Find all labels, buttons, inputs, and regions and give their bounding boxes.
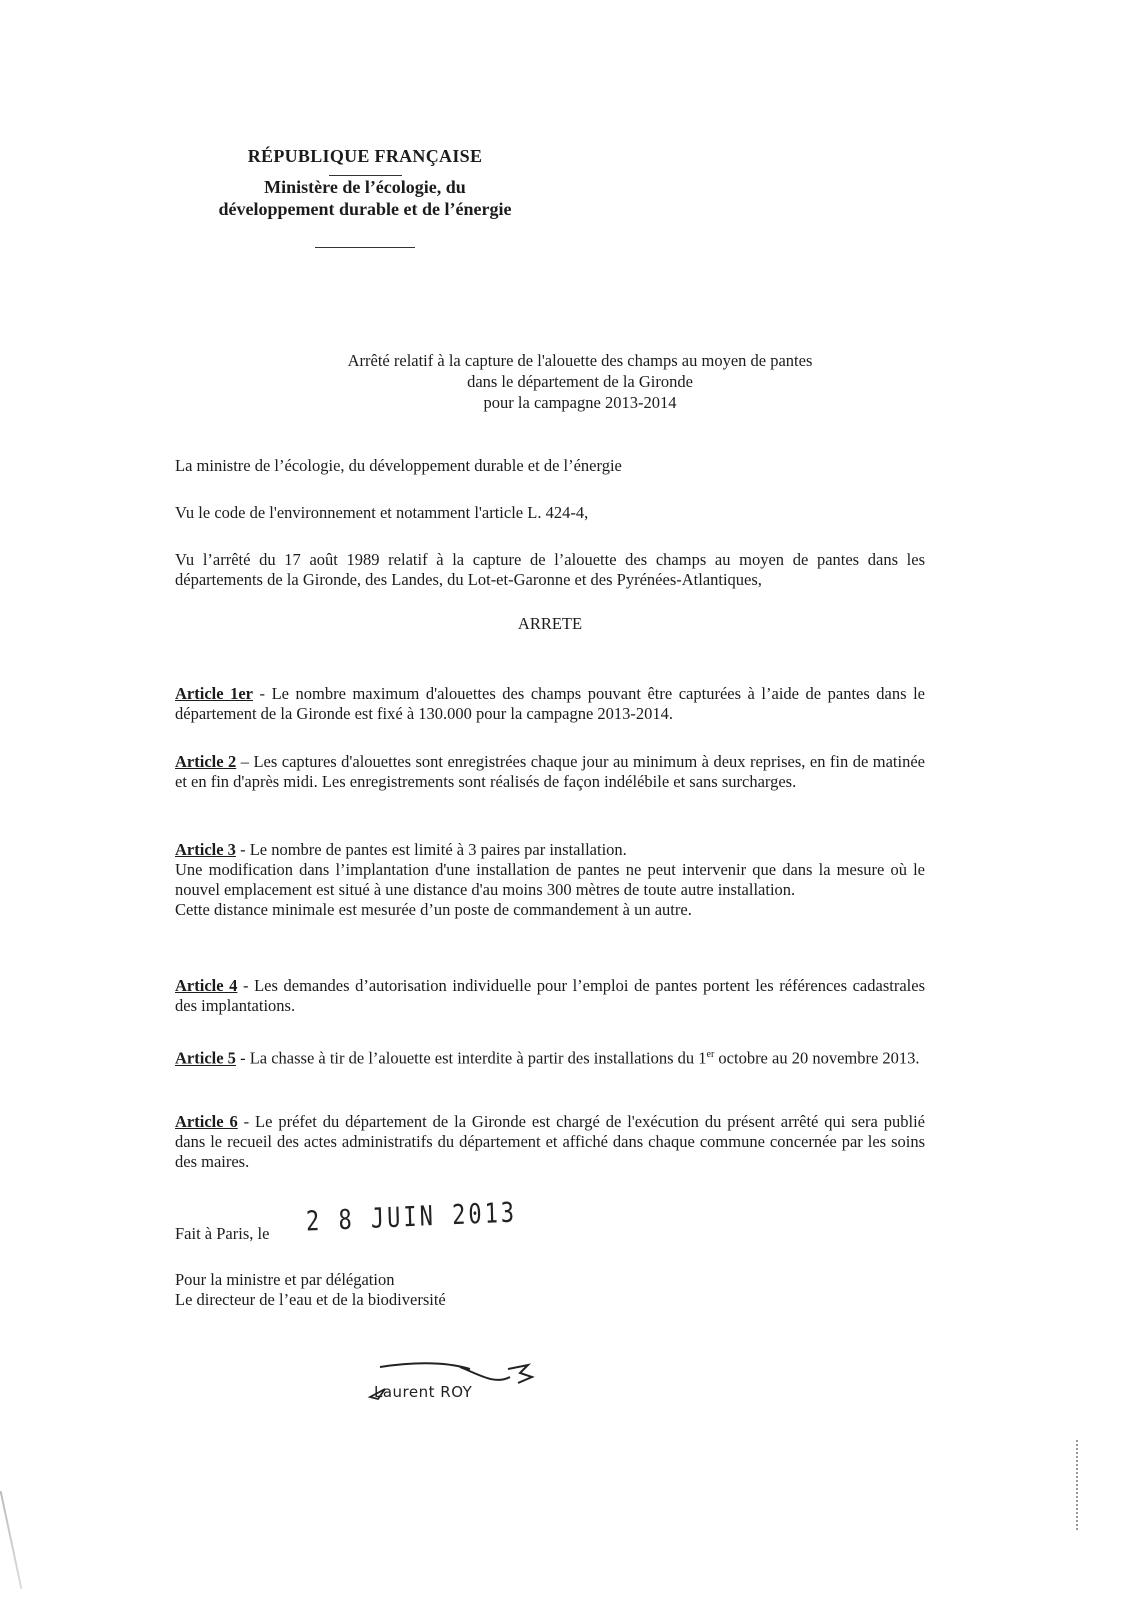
article-text: Le préfet du département de la Gironde est chargé de l'exécution du présent arrêté qui sera publié dans le recueil des actes administratifs du département et affiché dans chaque commune concernée par les soins des maires. xyxy=(175,1112,925,1171)
title-line-1: Arrêté relatif à la capture de l'alouette des champs au moyen de pantes xyxy=(347,351,813,370)
header-rule xyxy=(329,175,402,176)
ministry-name xyxy=(175,176,555,220)
article-text: Le nombre de pantes est limité à 3 paires par installation. xyxy=(249,840,627,859)
article-label: Article 1er xyxy=(175,684,253,703)
article-text: Les captures d'alouettes sont enregistrées chaque jour au minimum à deux reprises, en fin de matinée et en fin d'après midi. Les enregistrements sont réalisés de façon indélébile et sans surcharges. xyxy=(175,752,925,791)
article-label: Article 3 xyxy=(175,840,236,859)
article-4: Article 4 - Les demandes d’autorisation individuelle pour l’emploi de pantes portent les références cadastrales des implantations. xyxy=(175,976,925,1015)
republic-heading: RÉPUBLIQUE FRANÇAISE xyxy=(247,146,483,166)
article-3: Article 3 - Le nombre de pantes est limité à 3 paires par installation. Une modification dans l’implantation d'une installation de pantes ne peut intervenir que dans la mesure où le nouvel emplacement est situé à une distance d'au moins 300 mètres de toute autre installation. Cette distance minimale est mesurée d’un poste de commandement à un autre. xyxy=(175,840,925,919)
article-text: La chasse à tir de l’alouette est interdite à partir des installations du 1 xyxy=(249,1048,707,1068)
article-label: Article 5 xyxy=(175,1048,236,1068)
ministry-line-2: développement durable et de l’énergie xyxy=(218,199,512,219)
signature-name: Laurent ROY xyxy=(374,1383,473,1401)
date-stamp: 2 8 JUIN 2013 xyxy=(305,1197,518,1239)
vu-code: Vu le code de l'environnement et notamment l'article L. 424-4, xyxy=(175,503,589,522)
delegation-line-1: Pour la ministre et par délégation xyxy=(175,1270,395,1289)
article-6: Article 6 - Le préfet du département de la Gironde est chargé de l'exécution du présent arrêté qui sera publié dans le recueil des actes administratifs du département et affiché dans chaque commune concernée par les soins des maires. xyxy=(175,1112,925,1171)
ministry-line-1: Ministère de l’écologie, du xyxy=(264,177,466,197)
signature xyxy=(360,1355,560,1415)
document-title xyxy=(250,350,910,413)
article-label: Article 6 xyxy=(175,1112,238,1131)
article-label: Article 4 xyxy=(175,976,238,995)
delegation-line-2: Le directeur de l’eau et de la biodiversité xyxy=(175,1290,446,1309)
article-3-paragraph-2: Une modification dans l’implantation d'une installation de pantes ne peut intervenir que dans la mesure où le nouvel emplacement est situé à une distance d'au moins 300 mètres de toute autre installation. xyxy=(175,860,925,899)
minister-line: La ministre de l’écologie, du développement durable et de l’énergie xyxy=(175,456,622,475)
header-rule-bottom xyxy=(315,247,415,248)
scan-edge-mark xyxy=(0,1491,22,1589)
arrete-heading: ARRETE xyxy=(517,614,583,633)
article-2: Article 2 – Les captures d'alouettes sont enregistrées chaque jour au minimum à deux reprises, en fin de matinée et en fin d'après midi. Les enregistrements sont réalisés de façon indélébile et sans surcharges. xyxy=(175,752,925,791)
article-text: Les demandes d’autorisation individuelle pour l’emploi de pantes portent les références cadastrales des implantations. xyxy=(175,976,925,1015)
article-text: Le nombre maximum d'alouettes des champs pouvant être capturées à l’aide de pantes dans le département de la Gironde est fixé à 130.000 pour la campagne 2013-2014. xyxy=(175,684,925,723)
article-5: Article 5 - La chasse à tir de l’alouette est interdite à partir des installations du 1er octobre au 20 novembre 2013. xyxy=(175,1048,920,1068)
article-3-paragraph-3: Cette distance minimale est mesurée d’un poste de commandement à un autre. xyxy=(175,900,692,919)
title-line-2: dans le département de la Gironde xyxy=(467,372,693,391)
article-1: Article 1er - Le nombre maximum d'alouettes des champs pouvant être capturées à l’aide de pantes dans le département de la Gironde est fixé à 130.000 pour la campagne 2013-2014. xyxy=(175,684,925,723)
article-label: Article 2 xyxy=(175,752,237,771)
vu-arrete: Vu l’arrêté du 17 août 1989 relatif à la capture de l’alouette des champs au moyen de pantes dans les départements de la Gironde, des Landes, du Lot-et-Garonne et des Pyrénées-Atlantiques, xyxy=(175,550,925,589)
scan-margin-mark xyxy=(1076,1440,1080,1530)
fait-a-paris: Fait à Paris, le xyxy=(175,1224,270,1243)
letterhead xyxy=(175,146,555,220)
ordinal-superscript: er xyxy=(706,1049,715,1060)
title-line-3: pour la campagne 2013-2014 xyxy=(483,393,677,412)
